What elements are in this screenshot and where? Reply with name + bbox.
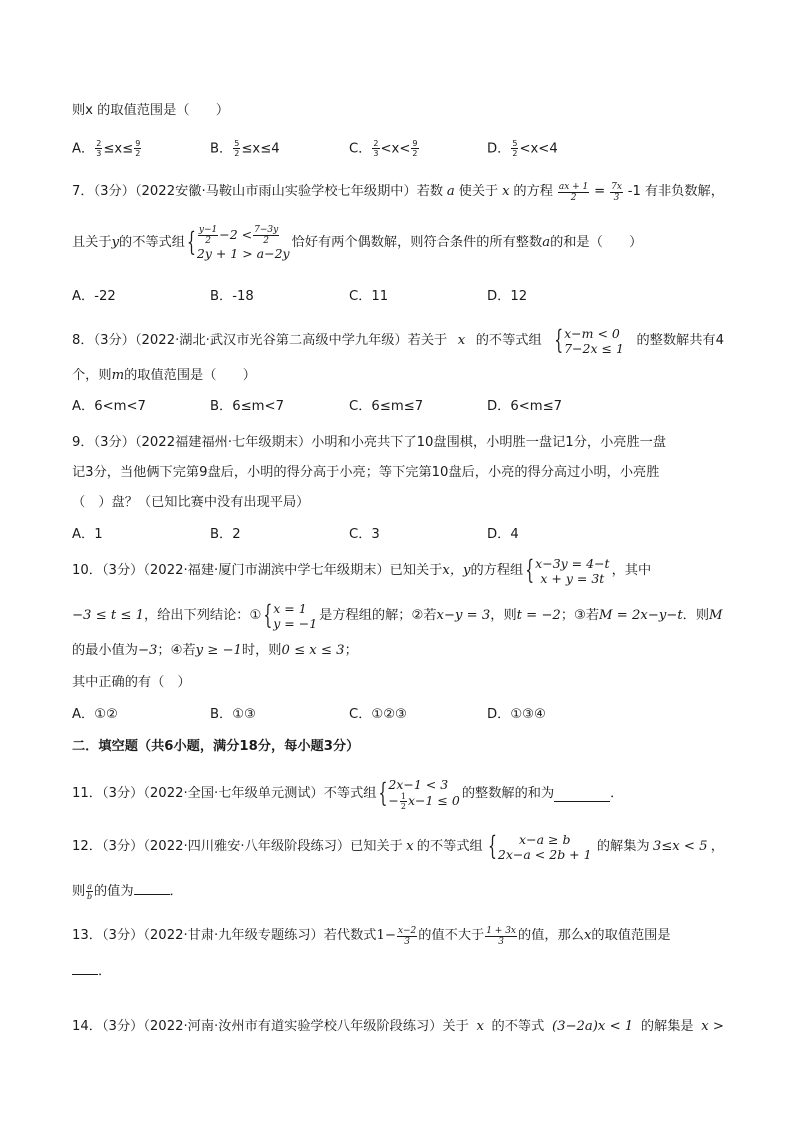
q10-equation-system: { x−3y = 4−t x + y = 3t xyxy=(525,555,610,587)
q13-line-2: ． xyxy=(72,960,724,982)
q12-line-1: 12．（3分）（2022·四川雅安·八年级阶段练习）已知关于 x 的不等式组 { x−a ≥ b 2x−a < 2b + 1 的解集为 3≤x < 5 ， xyxy=(72,831,724,863)
q10-line-2: −3 ≤ t ≤ 1 ，给出下列结论： ① { x = 1 y = −1 是方程组的解； ② 若 x−y = 3 ，则 t = −2 ； ③ 若 M = 2x−y−t ．则 M xyxy=(72,600,723,632)
q13-answer-blank[interactable] xyxy=(72,960,98,975)
q8-line-1: 8．（3分）（2022·湖北·武汉市光谷第二高级中学九年级）若关于 x 的不等式组 { x−m < 0 7−2x ≤ 1 的整数解共有4 xyxy=(72,325,724,357)
section-heading-fill-blank: 二．填空题（共6小题，满分18分，每小题3分） xyxy=(72,739,360,754)
q8-option-d[interactable]: D．6<m≤7 xyxy=(487,399,563,414)
q7-line-1: 7．（3分）（2022安徽·马鞍山市雨山实验学校七年级期中）若数 a 使关于 x 的方程 $\frac{ax + 1}{2}$ = $\frac{7x}{3}$ -1 有非负数解， xyxy=(72,182,724,203)
q12-answer-blank[interactable] xyxy=(134,880,170,895)
q11-line-1: 11．（3分）（2022·全国·七年级单元测试）不等式组 { 2x−1 < 3 − $\frac{1}{2}$ x−1 ≤ 0 的整数解的和为 ． xyxy=(72,777,624,811)
q11-answer-blank[interactable] xyxy=(554,787,610,802)
q10-solution-pair: { x = 1 y = −1 xyxy=(263,600,318,632)
q10-line-3: 的最小值为−3；④若y ≥ −1时，则0 ≤ x ≤ 3； xyxy=(72,643,358,658)
q10-line-1: 10．（3分）（2022·福建·厦门市湖滨中学七年级期末）已知关于 x，y 的方程组 { x−3y = 4−t x + y = 3t ，其中 xyxy=(72,555,652,587)
q7-options xyxy=(72,287,632,307)
q6-stem-tail: 则x 的取值范围是（ ） xyxy=(72,103,230,118)
q13-line-1: 13．（3分）（2022·甘肃·九年级专题练习）若代数式 1− $\frac{x-2}{3}$ 的值不大于 $\frac{1 + 3x}{3}$ 的值，那么 x 的取值范围是 xyxy=(72,925,671,947)
q10-options xyxy=(72,705,632,725)
q10-option-c[interactable]: C．①②③ xyxy=(349,707,407,722)
q8-line-2: 个，则m的取值范围是（ ） xyxy=(72,368,256,383)
q12-inequality-system: { x−a ≥ b 2x−a < 2b + 1 xyxy=(487,831,592,863)
q7-option-d[interactable]: D．12 xyxy=(487,289,528,304)
q9-option-a[interactable]: A．1 xyxy=(72,527,103,542)
q8-inequality-system: { x−m < 0 7−2x ≤ 1 xyxy=(554,325,624,357)
q9-option-c[interactable]: C．3 xyxy=(349,527,380,542)
q7-option-b[interactable]: B．-18 xyxy=(210,289,254,304)
q6-option-a[interactable]: A． $\frac{2}{3}$ ≤x≤ $\frac{9}{2}$ xyxy=(72,139,141,158)
q10-option-b[interactable]: B．①③ xyxy=(210,707,256,722)
q8-option-a[interactable]: A．6<m<7 xyxy=(72,399,146,414)
q7-option-a[interactable]: A．-22 xyxy=(72,289,116,304)
q10-option-d[interactable]: D．①③④ xyxy=(487,707,546,722)
q6-option-d[interactable]: D． $\frac{5}{2}$ <x<4 xyxy=(487,139,558,158)
q11-inequality-system: { 2x−1 < 3 − $\frac{1}{2}$ x−1 ≤ 0 xyxy=(378,777,460,811)
q8-option-b[interactable]: B．6≤m<7 xyxy=(210,399,284,414)
q7-line-2: 且关于 y 的不等式组 { $\frac{y-1}{2}$ −2 < $\frac{7-3y}{2}$ 2y + 1 > a−2y 恰好有两个偶数解，则符合条件的所有整数 a 的和是（ ） xyxy=(72,225,643,261)
q9-line-1: 9．（3分）（2022福建福州·七年级期末）小明和小亮共下了10盘围棋，小明胜一盘记1分，小亮胜一盘 xyxy=(72,435,667,450)
q6-option-c[interactable]: C． $\frac{2}{3}$ <x< $\frac{9}{2}$ xyxy=(349,139,418,158)
q9-line-2: 记3分，当他俩下完第9盘后，小明的得分高于小亮；等下完第10盘后，小亮的得分高过小明，小亮胜 xyxy=(72,465,660,480)
q6-options xyxy=(72,139,632,159)
q10-option-a[interactable]: A．①② xyxy=(72,707,118,722)
q8-options xyxy=(72,397,632,417)
q9-option-b[interactable]: B．2 xyxy=(210,527,241,542)
q9-options xyxy=(72,525,632,545)
q7-inequality-system: { $\frac{y-1}{2}$ −2 < $\frac{7-3y}{2}$ 2y + 1 > a−2y xyxy=(186,225,290,261)
q12-line-2: 则 $\frac{a}{b}$ 的值为 ． xyxy=(72,881,183,901)
q14-line-1: 14．（3分）（2022·河南·汝州市有道实验学校八年级阶段练习）关于 x 的不等式 (3−2a)x < 1 的解集是 x > xyxy=(72,1019,724,1034)
q7-option-c[interactable]: C．11 xyxy=(349,289,389,304)
q10-line-4: 其中正确的有（ ） xyxy=(72,675,191,690)
q9-option-d[interactable]: D．4 xyxy=(487,527,519,542)
q8-option-c[interactable]: C．6≤m≤7 xyxy=(349,399,424,414)
q6-option-b[interactable]: B． $\frac{5}{2}$ ≤x≤4 xyxy=(210,139,280,158)
q9-line-3: （ ）盘？（已知比赛中没有出现平局） xyxy=(72,495,310,510)
